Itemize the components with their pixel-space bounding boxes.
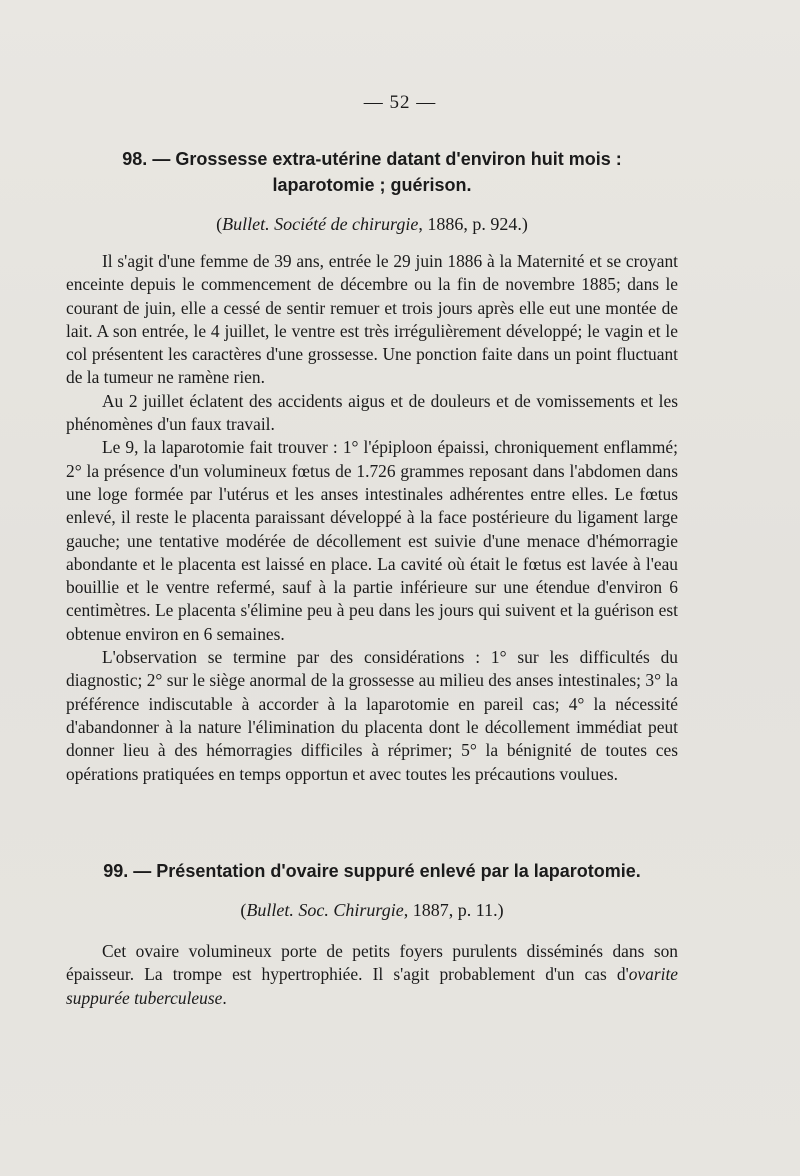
entry-99-title (66, 858, 678, 884)
ref-open: ( (240, 900, 247, 920)
entry-98-body (66, 250, 678, 786)
entry-98-title-line1: — Grossesse extra-utérine datant d'environ huit mois : (152, 149, 622, 169)
entry-99-body (66, 940, 678, 1010)
paragraph: L'observation se termine par des considérations : 1° sur les difficultés du diagnostic; 2° sur le siège anormal de la grossesse au milieu des anses intestinales; 3° la préférence indiscutable à accorder à la laparotomie en pareil cas; 4° la nécessité d'abandonner à la nature l'élimination du placenta dont le décollement immédiat peut donner lieu à des hémorragies difficiles à réprimer; 5° la bénignité de toutes ces opérations pratiquées en temps opportun et avec toutes les précautions voulues. (66, 647, 678, 784)
paragraph: Le 9, la laparotomie fait trouver : 1° l'épiploon épaissi, chroniquement enflammé; 2° la présence d'un volumineux fœtus de 1.726 grammes reposant dans l'abdomen dans une loge formée par l'utérus et les anses intestinales adhérentes entre elles. Le fœtus enlevé, il reste le placenta paraissant développé à la face postérieure du ligament large gauche; une tentative modérée de décollement est suivie d'une menace d'hémorragie abondante et le placenta est laissé en place. La cavité où était le fœtus est lavée à l'eau bouillie et le ventre refermé, sauf à la partie inférieure sur une étendue d'environ 6 centimètres. Le placenta s'élimine peu à peu dans les jours qui suivent et la guérison est obtenue environ en 6 semaines. (66, 437, 678, 644)
entry-99-journal: Bullet. Soc. Chirurgie (246, 900, 404, 920)
entry-98-journal: Bullet. Société de chirurgie (222, 214, 419, 234)
paragraph: Au 2 juillet éclatent des accidents aigus et de douleurs et de vomissements et les phénomènes d'un faux travail. (66, 390, 678, 435)
entry-98-title (66, 146, 678, 198)
diagnosis-italic: ovarite suppurée tuberculeuse (66, 964, 678, 1008)
paragraph (66, 940, 678, 1010)
paragraph: Il s'agit d'une femme de 39 ans, entrée le 29 juin 1886 à la Maternité et se croyant enceinte depuis le commencement de décembre ou la fin de novembre 1885; dans le courant de juin, elle a cessé de sentir remuer et trois jours après elle eut une montée de lait. A son entrée, le 4 juillet, le ventre est très irrégulièrement développé; le vagin et le col présentent les caractères d'une grossesse. Une ponction faite dans un point fluctuant de la tumeur ne ramène rien. (66, 251, 678, 388)
paragraph-text: Cet ovaire volumineux porte de petits foyers purulents disséminés dans son épaisseur. La trompe est hypertrophiée. Il s'agit probablement d'un cas d' (66, 941, 678, 985)
entry-99-ref-details: , 1887, p. 11.) (403, 900, 504, 920)
entry-99-title-line1: — Présentation d'ovaire suppuré enlevé par la laparotomie. (133, 861, 641, 881)
entry-98-ref-details: , 1886, p. 924.) (418, 214, 528, 234)
entry-98-reference (66, 212, 678, 236)
ref-open: ( (216, 214, 223, 234)
entry-98-title-line2: laparotomie ; guérison. (272, 175, 472, 195)
entry-99 (66, 858, 678, 1010)
entry-98-number: 98. (122, 149, 148, 169)
paragraph-end: . (222, 987, 227, 1008)
entry-99-reference (66, 898, 678, 922)
entry-99-number: 99. (103, 861, 129, 881)
page-number: — 52 — (363, 92, 437, 113)
entry-98 (66, 146, 678, 786)
